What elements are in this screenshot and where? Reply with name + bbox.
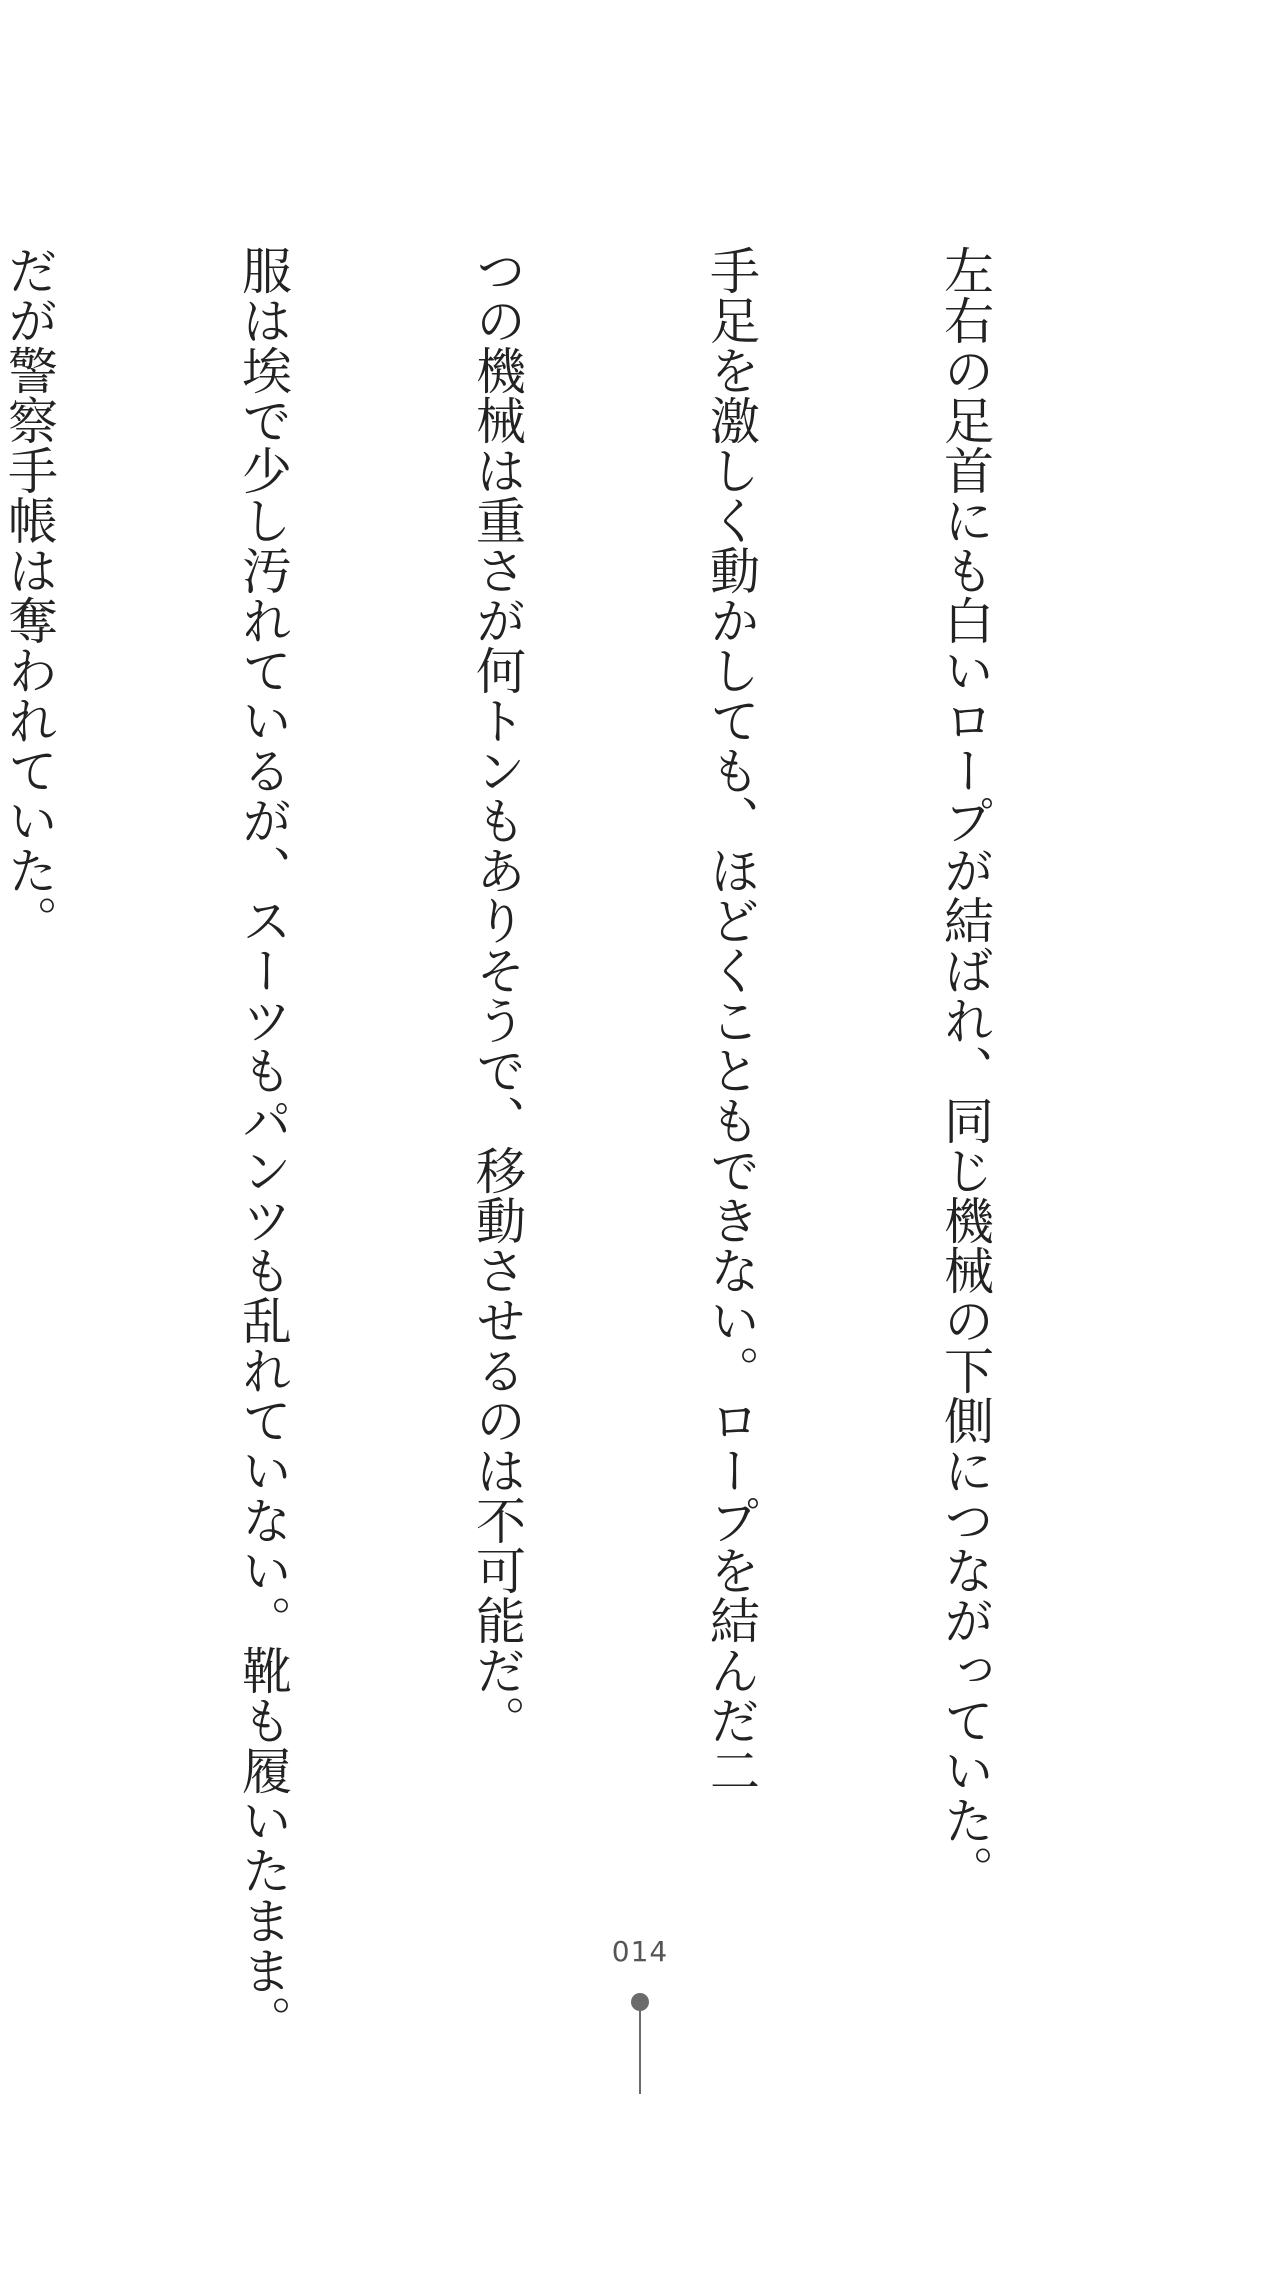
text-line: つの機械は重さが何トンもありそうで、移動させるのは不可能だ。 xyxy=(468,245,526,1745)
text-line: だが警察手帳は奪われていた。 xyxy=(0,245,58,945)
text-line: 左右の足首にも白いロープが結ばれ、同じ機械の下側につながっていた。 xyxy=(936,245,994,1895)
page-number: 014 xyxy=(611,1935,669,1968)
page-marker-line xyxy=(639,2008,641,2094)
text-line: 手足を激しく動かしても、ほどくこともできない。ロープを結んだ二 xyxy=(702,245,760,1795)
text-line: 服は埃で少し汚れているが、スーツもパンツも乱れていない。靴も履いたまま。 xyxy=(234,245,292,2045)
